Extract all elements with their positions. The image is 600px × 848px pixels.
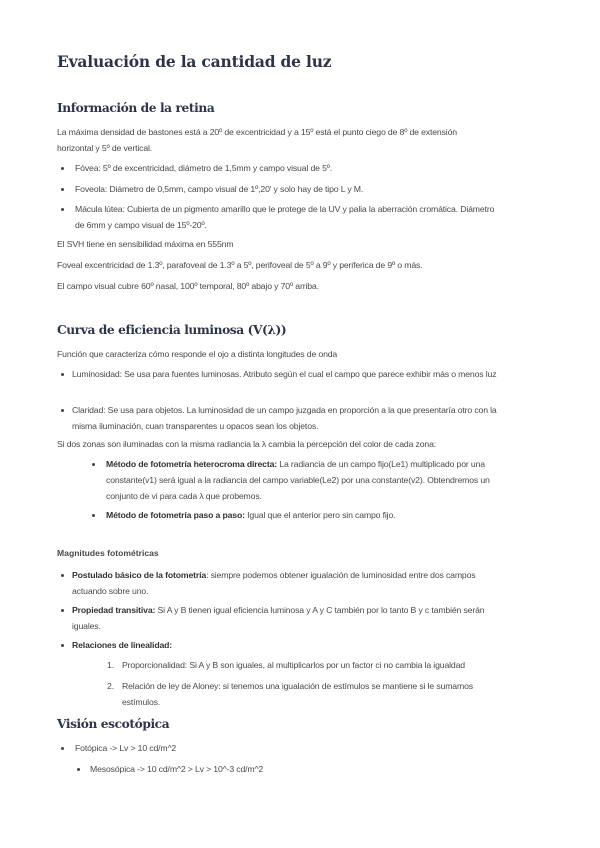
list-item-text: Luminosidad: Se usa para fuentes luminosas. Atributo según el cual el campo que parece exhibir más o menos luz [72,369,497,379]
bullet-icon [61,747,64,750]
numbered-item [107,657,502,673]
numbered-item [107,678,502,710]
bullet-icon [61,609,64,612]
heading-photometric-magnitudes: Magnitudes fotométricas [57,548,159,558]
bullet-icon [61,373,64,376]
list-item [72,602,502,634]
list-item [72,567,502,599]
item-number: 2. [107,681,114,691]
paragraph-efficiency-intro: Función que caracteriza cómo responde el ojo a distinta longitudes de onda [57,349,338,359]
method-title: Método de fotometría paso a paso: [106,510,245,520]
bullet-icon [61,409,64,412]
bullet-icon [92,463,95,466]
heading-luminous-efficiency: Curva de eficiencia luminosa (V(λ)) [57,323,287,337]
method-text: Igual que el anterior pero sin campo fijo. [244,510,396,520]
bullet-icon [61,574,64,577]
numbered-item-text: Relación de ley de Aloney: si tenemos una igualación de estímulos se mantiene si le sumamos estímulos. [122,681,473,707]
bullet-icon [61,188,64,191]
list-item [106,507,510,523]
method-title: Método de fotometría heterocroma directa: [106,459,278,469]
paragraph-sensitivity: El SVH tiene en sensibilidad máxima en 555nm [57,239,234,249]
list-item-text: Mácula lútea: Cubierta de un pigmento amarillo que le protege de la UV y palia la aberración cromática. Diámetro de 6mm y campo visual de 15º-20º. [75,204,495,230]
heading-scotopic-vision: Visión escotópica [57,717,170,731]
list-item-text: Mesosópica -> 10 cd/m^2 > Lv > 10^-3 cd/m^2 [90,764,264,774]
list-item-title: Postulado básico de la fotometría [72,570,207,580]
list-item [72,402,508,434]
numbered-item-text: Proporcionalidad: Si A y B son iguales, al multiplicarlos por un factor ci no cambia la igualdad [122,660,465,670]
bullet-icon [77,768,80,771]
list-item [75,740,495,756]
list-item-text: Claridad: Se usa para objetos. La luminosidad de un campo juzgada en proporción a la que presentaría otro con la misma iluminación, cuan transparentes u opacos sean los objetos. [72,405,497,431]
heading-retina-info: Información de la retina [57,101,215,115]
page-title: Evaluación de la cantidad de luz [57,52,332,71]
list-item-text: Si A y B tienen igual eficiencia luminosa y A y C también por lo tanto B y c también serán iguales. [72,605,485,631]
paragraph-eccentricity: Foveal excentricidad de 1.3º, parafoveal de 1.3º a 5º, perifoveal de 5º a 9º y periferica de 9º o más. [57,260,423,270]
list-item-text: : siempre podemos obtener igualación de luminosidad entre dos campos actuando sobre uno. [72,570,476,596]
paragraph-radiance: Si dos zonas son iluminadas con la misma radiancia la λ cambia la percepción del color de cada zona: [57,439,437,449]
list-item [75,201,495,233]
bullet-icon [61,167,64,170]
item-number: 1. [107,660,114,670]
paragraph-retina-intro: La máxima densidad de bastones está a 20º de excentricidad y a 15º está el punto ciego de 8º de extensión horizontal y 5º de vertical. [57,127,457,153]
list-item [106,456,510,504]
list-item-text: Foveola: Diámetro de 0,5mm, campo visual de 1º,20' y solo hay de tipo L y M. [75,184,364,194]
list-item [72,366,508,382]
method-text: La radiancia de un campo fijo(Le1) multiplicado por una constante(v1) será igual a la radiancia del campo variable(Le2) por una constante(v2). Obtendremos un conjunto de vi para cada λ que probemos. [106,459,490,501]
list-item-text: Fotópica -> Lv > 10 cd/m^2 [75,743,177,753]
bullet-icon [61,208,64,211]
list-item-title: Relaciones de linealidad: [72,640,173,650]
paragraph-visual-field: El campo visual cubre 60º nasal, 100º temporal, 80º abajo y 70º arriba. [57,281,319,291]
list-item [90,761,495,777]
list-item [75,160,495,176]
bullet-icon [92,514,95,517]
list-item-title: Propiedad transitiva: [72,605,156,615]
list-item [75,181,495,197]
list-item-text: Fóvea: 5º de excentricidad, diámetro de 1,5mm y campo visual de 5º. [75,163,333,173]
bullet-icon [61,644,64,647]
list-item [72,637,502,653]
